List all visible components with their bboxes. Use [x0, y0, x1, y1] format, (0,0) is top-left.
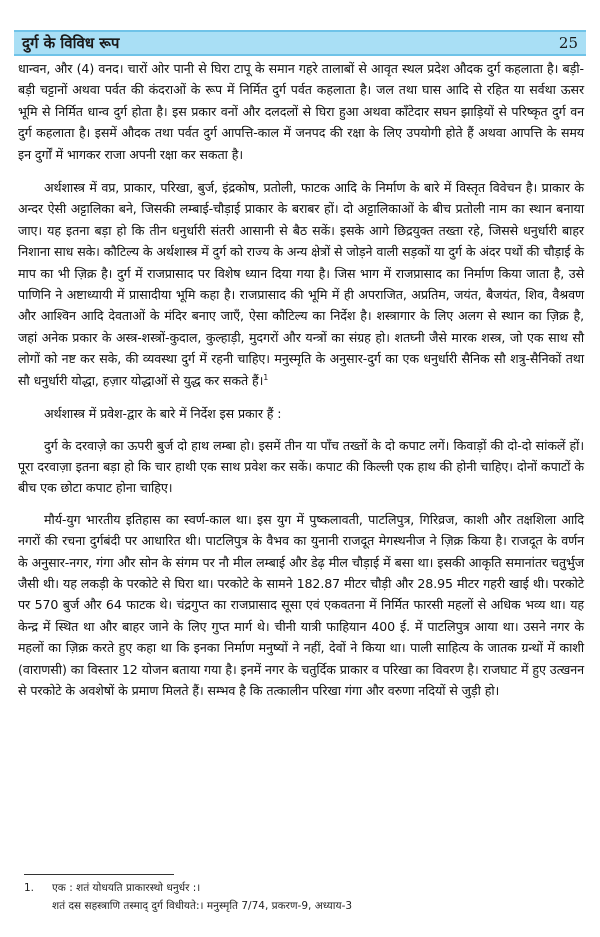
- paragraph-2: [18, 177, 584, 391]
- footnote-text-1: एक : शतं योधयति प्राकारस्थो धनुर्धर :।: [52, 882, 201, 894]
- page-header: [14, 30, 586, 56]
- chapter-title: दुर्ग के विविध रूप: [22, 34, 120, 52]
- body-text: [18, 58, 584, 701]
- footnote-number: 1.: [24, 882, 35, 894]
- paragraph-1: धान्वन, और (4) वनद। चारों ओर पानी से घिरा टापू के समान गहरे तालाबों से आवृत स्थल प्रदेश औदक दुर्ग कहलाता है। बड़ी-बड़ी चट्टानों अथवा पर्वत की कंदराओं के रूप में निर्मित दुर्ग पर्वत कहलाता है। जल तथा घास आदि से रहित या सर्वथा ऊसर भूमि से निर्मित धान्व दुर्ग होता है। इस प्रकार वनों और दलदलों से घिरा हुआ अथवा काँटेदार सघन झाड़ियों से परिष्कृत दुर्ग वन दुर्ग कहलाता है। इसमें औदक तथा पर्वत दुर्ग आपत्ति-काल में जनपद की रक्षा के लिए उपयोगी होते हैं अथवा आपत्ति के समय इन दुर्गों में भागकर राजा अपनी रक्षा कर सकता है।: [18, 61, 584, 162]
- footnote-divider: [24, 874, 174, 875]
- paragraph-5: मौर्य-युग भारतीय इतिहास का स्वर्ण-काल था। इस युग में पुष्कलावती, पाटलिपुत्र, गिरिव्रज, काशी और तक्षशिला आदि नगरों की रचना दुर्गबंदी पर आधारित थी। पाटलिपुत्र के वैभव का युनानी राजदूत मेगस्थनीज ने ज़िक्र किया है। राजदूत के वर्णन के अनुसार-नगर, गंगा और सोन के संगम पर नौ मील लम्बाई और डेढ़ मील चौड़ाई में बसा था। इसकी आकृति समानांतर चतुर्भुज जैसी थी। यह लकड़ी के परकोटे से घिरा था। परकोटे के सामने 182.87 मीटर चौड़ी और 28.95 मीटर गहरी खाई थी। परकोटे पर 570 बुर्ज और 64 फाटक थे। चंद्रगुप्त का राजप्रासाद सूसा एवं एकवतना में निर्मित फारसी महलों से अधिक भव्य था। यह केन्द्र में स्थित था और बाहर जाने के लिए गुप्त मार्ग थे। चीनी यात्री फाहियान 400 ई. में पाटलिपुत्र आया था। उसने नगर के महलों का ज़िक्र करते हुए कहा था कि इनका निर्माण मनुष्यों ने नहीं, देवों ने किया था। पाली साहित्य के जातक ग्रन्थों में काशी (वाराणसी) का विस्तार 12 योजन बताया गया है। इनमें नगर के चतुर्दिक प्राकार व परिखा का विवरण है। राजघाट में हुए उत्खनन से परकोटे के अवशेषों के प्रमाण मिलते हैं। सम्भव है कि तत्कालीन परिखा गंगा और वरुणा नदियों से जुड़ी हो।: [18, 511, 584, 698]
- page-number: 25: [558, 34, 578, 52]
- footnote-line-2: शतं दस सहस्त्राणि तस्माद् दुर्ग विधीयते:। मनुस्मृति 7/74, प्रकरण-9, अध्याय-3: [52, 900, 353, 912]
- footnote-line-1: [24, 880, 200, 896]
- footnote-marker: 1: [263, 372, 269, 382]
- paragraph-4: दुर्ग के दरवाज़े का ऊपरी बुर्ज दो हाथ लम्बा हो। इसमें तीन या पाँच तख्तों के दो कपाट लगें। किवाड़ों की दो-दो सांकलें हों। पूरा दरवाज़ा इतना बड़ा हो कि चार हाथी एक साथ प्रवेश कर सकें। कपाट की किल्ली एक हाथ की होनी चाहिए। दोनों कपाटों के बीच एक छोटा कपाट होना चाहिए।: [18, 437, 584, 496]
- paragraph-2-text: अर्थशास्त्र में वप्र, प्राकार, परिखा, बुर्ज, इंद्रकोष, प्रतोली, फाटक आदि के निर्माण के बारे में विस्तृत विवेचन है। प्राकार के अन्दर ऐसी अट्टालिका बने, जिसकी लम्बाई-चौड़ाई प्राकार के बराबर हों। दो अट्टालिकाओं के बीच प्रतोली नाम का स्थान बनाया जाए। यह इतना बड़ा हो कि तीन धनुर्धारी संतरी आसानी से बैठ सकें। इसके आगे छिद्रयुक्त तख्ता रहे, जिससे धनुर्धारी बाहर निशाना साध सके। कौटिल्य के अर्थशास्त्र में दुर्ग को राज्य के अन्य क्षेत्रों से जोड़ने वाली सड़कों या दुर्ग के अंदर पथों की चौड़ाई के माप का भी ज़िक्र है। दुर्ग में राजप्रासाद पर विशेष ध्यान दिया गया है। जिस भाग में राजप्रासाद का निर्माण किया जाता है, उसे पाणिनि ने अष्टाध्यायी में प्रासादीया भूमि कहा है। राजप्रासाद की भूमि में ही अपराजित, अप्रतिम, जयंत, बैजयंत, शिव, वैश्रवण और आश्विन आदि देवताओं के मंदिर बनाए जाएँ, ऐसा कौटिल्य का निर्देश है। शस्त्रागार के लिए अलग से स्थान का ज़िक्र है, जहां अनेक प्रकार के अस्त्र-शस्त्रों-कुदाल, कुल्हाड़ी, मुदगरों और यन्त्रों का संग्रह हो। शतघ्नी जैसे मारक शस्त्र, जो एक साथ सौ लोगों को नष्ट कर सके, की व्यवस्था दुर्ग में रहनी चाहिए। मनुस्मृति के अनुसार-दुर्ग का एक धनुर्धारी सैनिक सौ शत्रु-सैनिकों तथा सौ धनुर्धारी योद्धा, हज़ार योद्धाओं से युद्ध कर सकते हैं।: [18, 180, 584, 388]
- paragraph-3: अर्थशास्त्र में प्रवेश-द्वार के बारे में निर्देश इस प्रकार हैं :: [44, 406, 282, 422]
